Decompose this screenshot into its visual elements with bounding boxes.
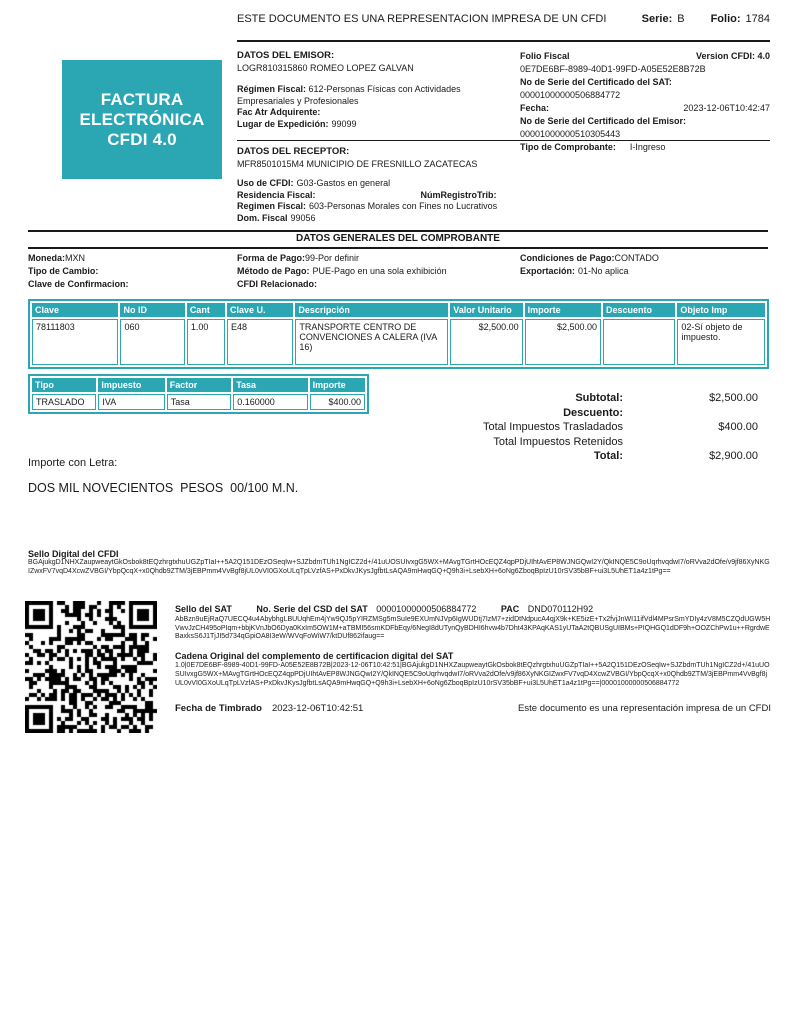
item-importe: $2,500.00	[525, 319, 601, 365]
folio-label: Folio:	[710, 13, 741, 25]
col-factor: Factor	[167, 378, 231, 392]
emisor-receptor-divider	[237, 140, 770, 141]
item-row	[32, 319, 765, 365]
emisor-regimen: Régimen Fiscal: 612-Personas Físicas con Actividades Empresariales y Profesionales	[237, 84, 461, 106]
col-impuesto: Impuesto	[98, 378, 164, 392]
sello-sat-value: AbBzn9uEjRaQ7UECQ4u4AbybhgLBUUqhEm4jYw9QJ5pYIRZMSg5mSuIe9EXUmNJVp6IgWUDtj7IzM7+zidDtNdpucA4qjX9k+KE5izE+Tx2fvjJnWI11ifVdl4MPsrSmYDIy4zV8M5CZQdUGW5HVwvJzCH495oPIqm+bbjKVnJbO6Dya0KxIm5OW1M+aTBMI56smKDFbEqy/6NegI8dUTynQyBDHI6hvw4b7Dht43KPAqKAS1yUTaA2tQBUSgUIBMs+PIQHGQ1dDF9h+OOZChPw1u++RgrdwEBaxksS6J1TjJI5d734qGpiOA8I3eW/WVqFoWiW7/ktDUf862ifaug==	[175, 616, 771, 641]
folio-value: 1784	[745, 13, 770, 25]
fecha-value: 2023-12-06T10:42:47	[683, 103, 770, 113]
items-table	[28, 299, 769, 369]
col-tipo: Tipo	[32, 378, 96, 392]
version-cfdi-label: Version CFDI: 4.0	[695, 51, 770, 61]
serie-emisor-value: 00001000000510305443	[520, 129, 621, 139]
item-clave-u: E48	[227, 319, 293, 365]
fiscal-section	[520, 50, 770, 154]
sat-header-row	[175, 604, 771, 614]
tipo-cambio-field: Tipo de Cambio:	[28, 266, 99, 276]
cfdi-relacionado-field: CFDI Relacionado:	[237, 279, 318, 289]
dom-fiscal: Dom. Fiscal 99056	[237, 212, 316, 223]
serie-label: Serie:	[641, 13, 673, 25]
tax-importe: $400.00	[310, 394, 365, 410]
condiciones-pago-field: Condiciones de Pago:CONTADO	[520, 253, 659, 263]
folio-fiscal-row	[520, 50, 770, 63]
items-header-row	[32, 303, 765, 317]
emisor-name: LOGR810315860 ROMEO LOPEZ GALVAN	[237, 62, 414, 73]
emisor-section	[237, 50, 509, 130]
item-descripcion: TRANSPORTE CENTRO DE CONVENCIONES A CALERA (IVA 16)	[295, 319, 448, 365]
col-no-id: No ID	[120, 303, 184, 317]
cadena-value: 1.0|0E7DE6BF-8989-40D1-99FD-A05E52E8B72B|2023-12-06T10:42:51|BGAjukgD1NHXZaupweaytGkOsbok8tEQzhrgtxhuUGZpTIaI++5A2Q151DEzOSeqIw+SJZbdmTUh1NgICZ2d+/41uUOSUIvxgG5WX+MAvgTGrtHOcEQZ4qpPDjUIhtAvEP8WJNGQwI2Y/QkINQE5C9oUqrhvqdwI7/oRVva2dOfe/v9jf86XyNKGIZwxFV7vqD4XcwZVBGI/YbpQcqX+x0Qhdb9ZTM/3jEBPmm4VvBgf8jUL0vVI0GXoULqTpLVzfAS+PxDkvJKysJgfbtLsAQA9mHwqGQ+Q9h3i+LsebXH+6oNg6ZboqBpIzU10rSV35bBF+ui3L5UhET1a4z1tPg==|00001000000506884772	[175, 662, 770, 687]
item-no-id: 060	[120, 319, 184, 365]
metodo-pago-field: Método de Pago: PUE-Pago en una sola exhibición	[237, 266, 447, 276]
fecha-row	[520, 102, 770, 115]
tax-tasa: 0.160000	[233, 394, 307, 410]
importe-letra-value: DOS MIL NOVECIENTOS PESOS 00/100 M.N.	[28, 481, 299, 495]
col-valor-unitario: Valor Unitario	[450, 303, 522, 317]
importe-letra-label: Importe con Letra:	[28, 457, 118, 469]
tax-impuesto: IVA	[98, 394, 164, 410]
generales-col-2	[237, 252, 512, 291]
fecha-label: Fecha:	[520, 103, 550, 113]
serie-sat-label: No de Serie del Certificado del SAT:	[520, 77, 672, 87]
top-header	[237, 13, 770, 25]
generales-top-rule	[28, 230, 768, 232]
logo-line-3: CFDI 4.0	[107, 129, 177, 149]
emisor-fac-atr: Fac Atr Adquirente:	[237, 107, 321, 117]
col-cant: Cant	[187, 303, 225, 317]
timbrado-row	[175, 703, 771, 714]
printed-representation-notice: ESTE DOCUMENTO ES UNA REPRESENTACION IMPRESA DE UN CFDI	[237, 13, 607, 25]
qr-code	[25, 601, 157, 733]
sello-cfdi-heading: Sello Digital del CFDI	[28, 549, 119, 559]
item-valor-unitario: $2,500.00	[450, 319, 522, 365]
receptor-name: MFR8501015M4 MUNICIPIO DE FRESNILLO ZACATECAS	[237, 158, 478, 169]
pac-value: DND070112H92	[527, 604, 594, 614]
col-descuento: Descuento	[603, 303, 675, 317]
uuid-value: 0E7DE6BF-8989-40D1-99FD-A05E52E8B72B	[520, 64, 706, 74]
generales-col-3	[520, 252, 770, 278]
subtotal-value: $2,500.00	[709, 392, 758, 404]
total-row: Total: $2,900.00	[593, 450, 758, 462]
serie-field	[642, 13, 685, 25]
tipo-comprobante-row: Tipo de Comprobante: I-Ingreso	[520, 142, 666, 152]
timbrado-value: 2023-12-06T10:42:51	[271, 703, 364, 715]
item-objeto-imp: 02-Sí objeto de impuesto.	[677, 319, 765, 365]
logo-line-2: ELECTRÓNICA	[79, 109, 205, 129]
subtotal-row: Subtotal: $2,500.00	[575, 392, 758, 404]
folio-field	[711, 13, 770, 25]
tax-header-row	[32, 378, 365, 392]
serie-value: B	[677, 13, 685, 25]
uso-cfdi: Uso de CFDI: G03-Gastos en general	[237, 178, 391, 188]
col-descripcion: Descripción	[295, 303, 448, 317]
receptor-section	[237, 146, 537, 224]
logo-line-1: FACTURA	[100, 89, 184, 109]
item-descuento	[603, 319, 675, 365]
emisor-heading: DATOS DEL EMISOR:	[237, 50, 335, 61]
col-clave-u: Clave U.	[227, 303, 293, 317]
moneda-field: Moneda:MXN	[28, 253, 85, 263]
generales-bottom-rule	[28, 247, 768, 249]
cadena-heading: Cadena Original del complemento de certificacion digital del SAT	[175, 651, 454, 662]
clave-confirmacion-field: Clave de Confirmacion:	[28, 279, 129, 289]
tax-tipo: TRASLADO	[32, 394, 96, 410]
folio-fiscal-label: Folio Fiscal	[520, 51, 570, 61]
descuento-value	[623, 406, 758, 421]
tax-table	[28, 374, 369, 414]
receptor-heading: DATOS DEL RECEPTOR:	[237, 146, 350, 157]
retenidos-value	[623, 435, 758, 450]
serie-emisor-label: No de Serie del Certificado del Emisor:	[520, 116, 687, 126]
receptor-regimen: Regimen Fiscal: 603-Personas Morales con Fines no Lucrativos	[237, 201, 498, 211]
item-cant: 1.00	[187, 319, 225, 365]
emisor-lugar: Lugar de Expedición: 99099	[237, 118, 357, 129]
retenidos-row: Total Impuestos Retenidos	[380, 435, 758, 450]
col-importe: Importe	[525, 303, 601, 317]
totals-section	[380, 391, 758, 464]
serie-sat-value: 00001000000506884772	[520, 90, 621, 100]
sat-section	[175, 604, 771, 714]
descuento-row: Descuento:	[380, 406, 758, 421]
csd-label: No. Serie del CSD del SAT	[256, 604, 368, 614]
exportacion-field: Exportación: 01-No aplica	[520, 266, 629, 276]
tax-row	[32, 394, 365, 410]
generales-col-1	[28, 252, 228, 291]
pac-label: PAC	[500, 604, 520, 614]
factura-electronica-logo	[62, 60, 222, 179]
item-clave: 78111803	[32, 319, 118, 365]
residencia-label: Residencia Fiscal:	[237, 189, 316, 200]
trasladados-value: $400.00	[718, 421, 758, 433]
forma-pago-field: Forma de Pago:99-Por definir	[237, 253, 360, 263]
trasladados-row: Total Impuestos Trasladados $400.00	[482, 421, 758, 433]
col-tax-importe: Importe	[310, 378, 365, 392]
sello-sat-heading: Sello del SAT	[175, 604, 232, 614]
footer-note: Este documento es una representación impresa de un CFDI	[518, 703, 771, 715]
header-divider	[237, 40, 770, 42]
col-tasa: Tasa	[233, 378, 307, 392]
generales-title: DATOS GENERALES DEL COMPROBANTE	[296, 233, 500, 244]
col-clave: Clave	[32, 303, 118, 317]
csd-value: 00001000000506884772	[376, 604, 477, 614]
col-objeto-imp: Objeto Imp	[677, 303, 765, 317]
tax-factor: Tasa	[167, 394, 231, 410]
total-value: $2,900.00	[709, 450, 758, 462]
residencia-numregistro	[237, 190, 537, 202]
numregistro-label: NúmRegistroTrib:	[420, 189, 497, 200]
sello-cfdi-value: BGAjukgD1NHXZaupweaytGkOsbok8tEQzhrgtxhuUGZpTIaI++5A2Q151DEzOSeqIw+SJZbdmTUh1NgICZ2d+/41uUOSUIvxgG5WX+MAvgTGrtHOcEQZ4qpPDjUIhtAvEP8WJNGQwI2Y/QkINQE5C9oUqrhvqdwI7/oRVva2dOfe/v9jf86XyNKGIZwxFV7vqD4XcwZVBGI/YbpQcqX+x0Qhdb9ZTM/3jEBPmm4VvBgf8jUL0vVI0GXoULqTpLVzfAS+PxDkvJKysJgfbtLsAQA9mHwqGQ+Q9h3i+LsebXH+6oNg6ZboqBpIzU10rSV35bBF+ui3L5UhET1a4z1tPg==	[28, 559, 770, 575]
timbrado-field: Fecha de Timbrado 2023-12-06T10:42:51	[175, 703, 364, 715]
